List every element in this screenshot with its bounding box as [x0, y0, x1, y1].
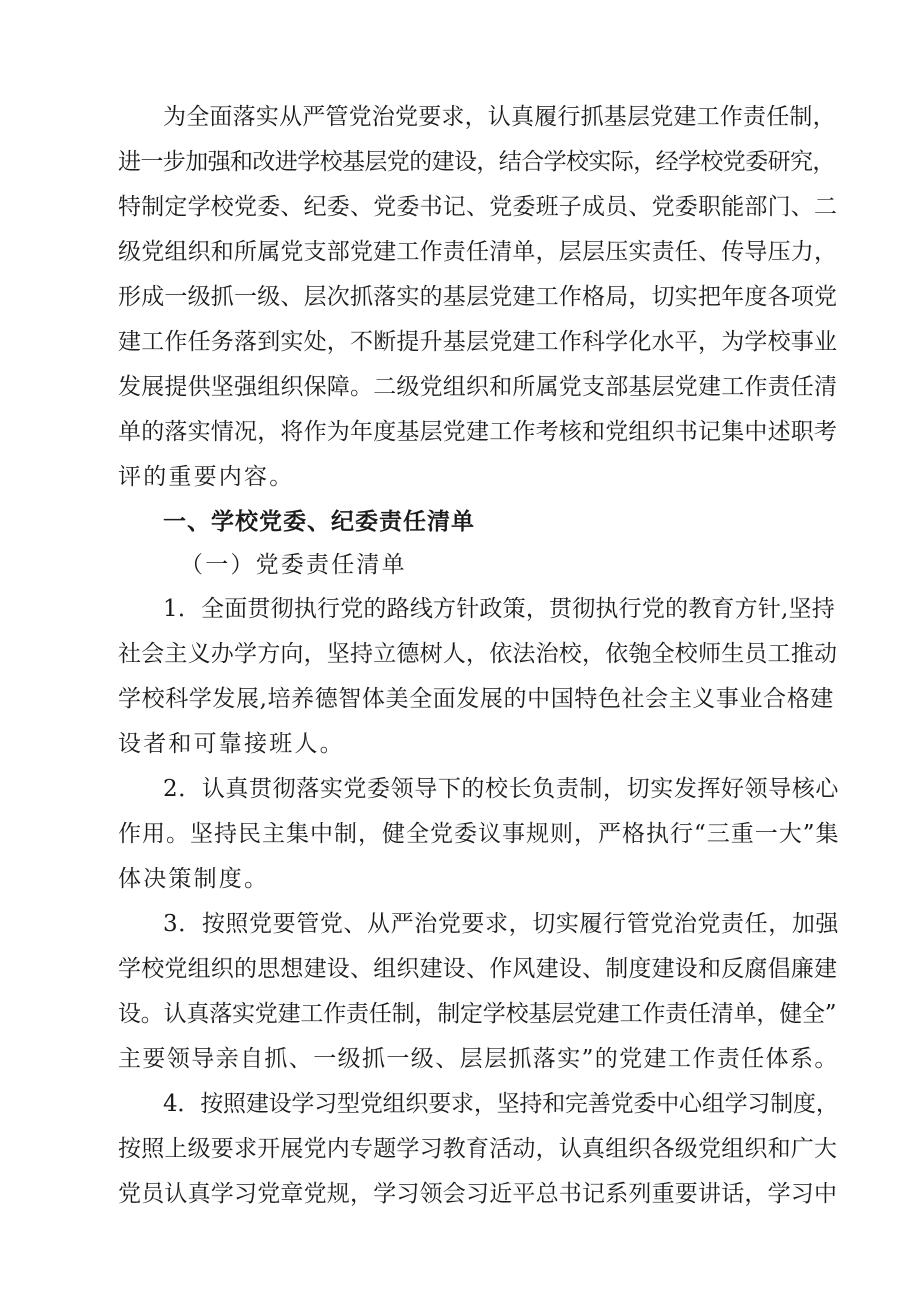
item-line: 学校党组织的思想建设、组织建设、作风建设、制度建设和反腐倡廉建	[118, 956, 838, 982]
item-line: 设者和可靠接班人。	[118, 731, 345, 757]
item-line: 体决策制度。	[118, 866, 270, 892]
intro-line: 单的落实情况，将作为年度基层党建工作考核和党组织书记集中述职考	[118, 419, 838, 445]
intro-line: 进一步加强和改进学校基层党的建设，结合学校实际，经学校党委研究，	[118, 149, 835, 175]
subsection-heading: （一）党委责任清单	[180, 552, 407, 578]
item-line: 作用。坚持民主集中制，健全党委议事规则，严格执行“三重一大”集	[118, 821, 840, 847]
intro-line: 评的重要内容。	[118, 464, 295, 490]
item-line: 按照上级要求开展党内专题学习教育活动，认真组织各级党组织和广大	[118, 1136, 838, 1162]
section-heading: 一、学校党委、纪委责任清单	[163, 509, 475, 535]
item-line: 2．认真贯彻落实党委领导下的校长负责制，切实发挥好领导核心	[163, 776, 840, 802]
item-line: 主要领导亲自抓、一级抓一级、层层抓落实”的党建工作责任体系。	[118, 1046, 839, 1072]
intro-line: 发展提供坚强组织保障。二级党组织和所属党支部基层党建工作责任清	[118, 374, 838, 400]
item-line: 设。认真落实党建工作责任制，制定学校基层党建工作责任清单，健全”	[118, 1001, 837, 1027]
item-line: 3．按照党要管党、从严治党要求，切实履行管党治党责任，加强	[163, 911, 840, 937]
intro-line: 级党组织和所属党支部党建工作责任清单，层层压实责任、传导压力，	[118, 239, 838, 265]
item-line: 4．按照建设学习型党组织要求，坚持和完善党委中心组学习制度，	[163, 1091, 839, 1117]
intro-line: 特制定学校党委、纪委、党委书记、党委班子成员、党委职能部门、二	[118, 194, 838, 220]
item-line: 党员认真学习党章党规，学习领会习近平总书记系列重要讲话，学习中	[118, 1181, 838, 1207]
item-line: 1．全面贯彻执行党的路线方针政策，贯彻执行党的教育方针,坚持	[163, 596, 835, 622]
item-line: 社会主义办学方向，坚持立德树人，依法治校，依匏全校师生员工推动	[118, 641, 838, 667]
intro-line: 形成一级抓一级、层次抓落实的基层党建工作格局，切实把年度各项党	[118, 284, 838, 310]
intro-line: 为全面落实从严管党治党要求，认真履行抓基层党建工作责任制，	[163, 104, 836, 130]
item-line: 学校科学发展,培养德智体美全面发展的中国特色社会主义事业合格建	[118, 686, 834, 712]
intro-line: 建工作任务落到实处，不断提升基层党建工作科学化水平，为学校事业	[118, 329, 838, 355]
